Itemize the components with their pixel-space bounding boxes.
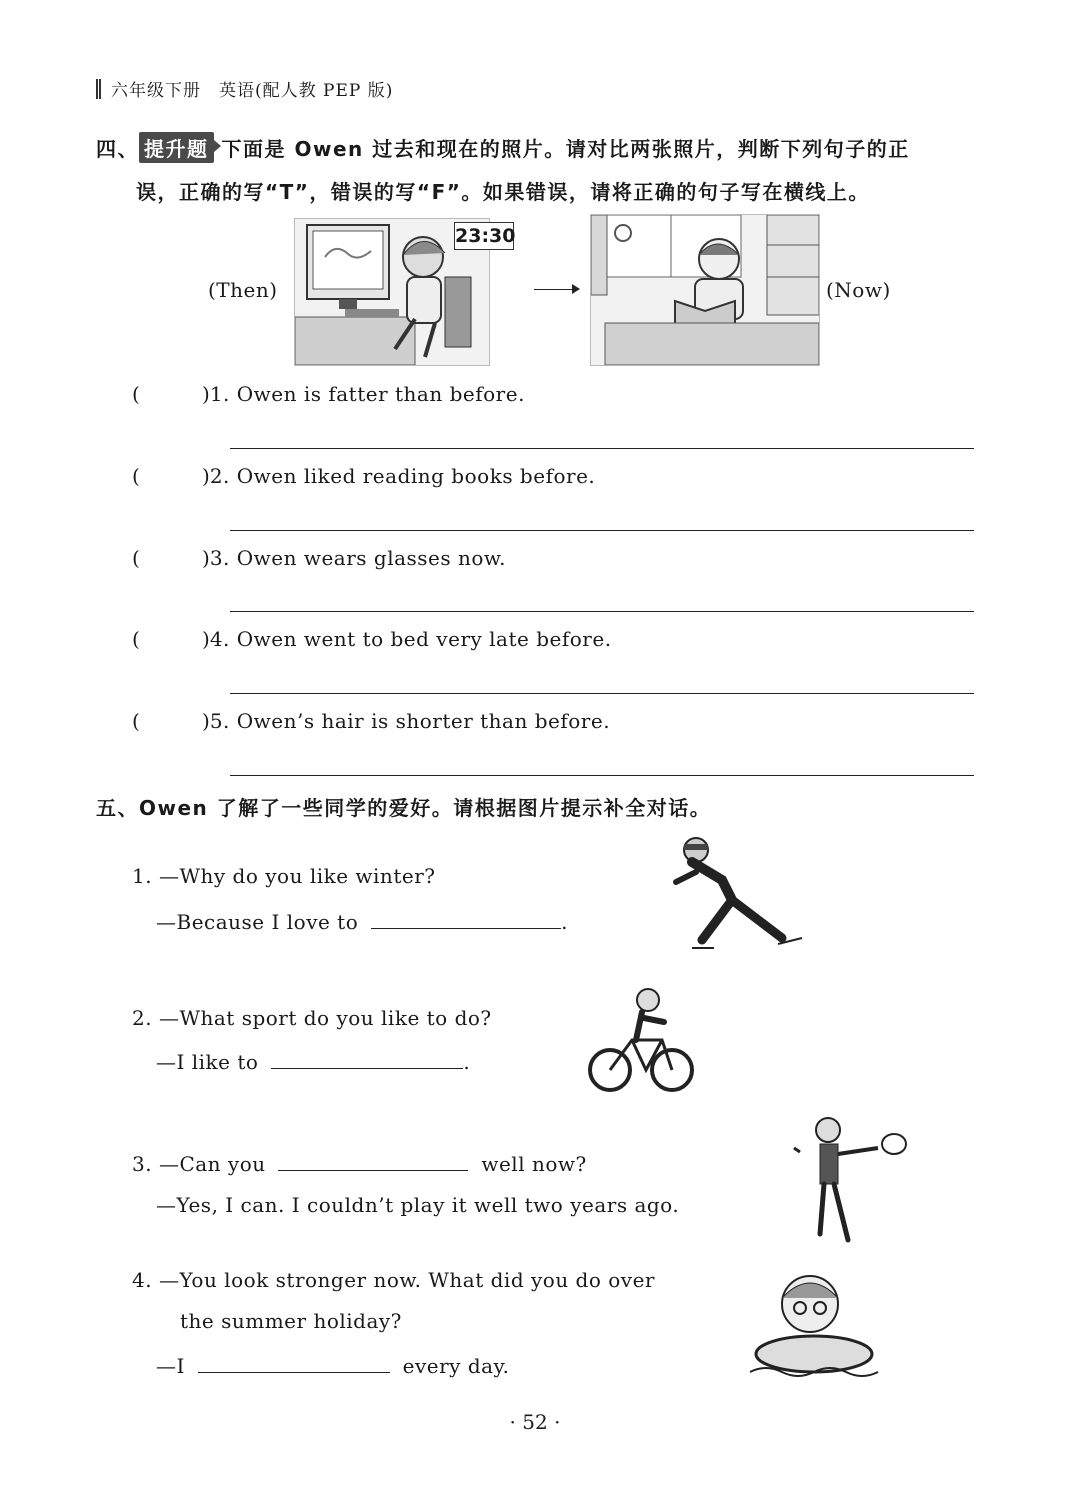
skater-icon bbox=[656, 832, 812, 962]
swimming-illustration bbox=[746, 1268, 884, 1380]
item-text: 3. Owen wears glasses now. bbox=[209, 546, 507, 570]
q2-answer bbox=[156, 1048, 470, 1074]
q1-answer-pre: —Because I love to bbox=[156, 910, 359, 934]
item-text: 5. Owen’s hair is shorter than before. bbox=[209, 709, 611, 733]
badminton-player-icon bbox=[788, 1114, 914, 1250]
section4-badge: 提升题 bbox=[139, 132, 214, 163]
paren-open: ( bbox=[132, 546, 140, 570]
q3-answer: —Yes, I can. I couldn’t play it well two years ago. bbox=[156, 1193, 680, 1217]
now-label: (Now) bbox=[826, 278, 891, 302]
answer-line-1[interactable] bbox=[230, 448, 974, 449]
paren-close: ) bbox=[202, 382, 210, 406]
paren-open: ( bbox=[132, 464, 140, 488]
swimmer-icon bbox=[746, 1268, 884, 1380]
tf-item-5 bbox=[132, 709, 974, 733]
section4-line1: 下面是 Owen 过去和现在的照片。请对比两张照片，判断下列句子的正 bbox=[221, 137, 910, 161]
q3-question-pre: 3. —Can you bbox=[132, 1152, 266, 1176]
paren-close: ) bbox=[202, 709, 210, 733]
q4-question-line2: the summer holiday? bbox=[180, 1309, 402, 1333]
q1-answer-post: . bbox=[561, 910, 568, 934]
q1-answer bbox=[156, 908, 568, 934]
q1-blank[interactable] bbox=[371, 908, 561, 929]
section5-title: 五、Owen 了解了一些同学的爱好。请根据图片提示补全对话。 bbox=[96, 796, 712, 820]
q3-blank[interactable] bbox=[278, 1150, 468, 1171]
paren-open: ( bbox=[132, 627, 140, 651]
badminton-illustration bbox=[788, 1114, 914, 1250]
arrow-line bbox=[534, 289, 574, 290]
answer-line-5[interactable] bbox=[230, 775, 974, 776]
q4-answer-post: every day. bbox=[402, 1354, 510, 1378]
q3-question-post: well now? bbox=[481, 1152, 587, 1176]
q2-blank[interactable] bbox=[271, 1048, 463, 1069]
page-header bbox=[96, 76, 393, 101]
skating-illustration bbox=[656, 832, 812, 962]
paren-open: ( bbox=[132, 382, 140, 406]
reading-boy-illustration bbox=[591, 215, 819, 365]
q4-answer bbox=[156, 1352, 510, 1378]
answer-line-4[interactable] bbox=[230, 693, 974, 694]
item-text: 4. Owen went to bed very late before. bbox=[209, 627, 612, 651]
tf-item-2 bbox=[132, 464, 974, 488]
clock-time: 23:30 bbox=[454, 222, 514, 250]
q4-blank[interactable] bbox=[198, 1352, 390, 1373]
item-text: 2. Owen liked reading books before. bbox=[209, 464, 596, 488]
now-picture bbox=[590, 214, 820, 366]
paren-close: ) bbox=[202, 627, 210, 651]
q3-question bbox=[132, 1150, 587, 1176]
q1-question: 1. —Why do you like winter? bbox=[132, 864, 436, 888]
q2-answer-post: . bbox=[463, 1050, 471, 1074]
section4-title bbox=[96, 132, 910, 163]
answer-line-3[interactable] bbox=[230, 611, 974, 612]
page-number: · 52 · bbox=[509, 1410, 561, 1434]
bicycle-icon bbox=[586, 986, 698, 1098]
item-text: 1. Owen is fatter than before. bbox=[209, 382, 525, 406]
cycling-illustration bbox=[586, 986, 698, 1098]
paren-close: ) bbox=[202, 546, 210, 570]
q2-answer-pre: —I like to bbox=[156, 1050, 259, 1074]
q2-question: 2. —What sport do you like to do? bbox=[132, 1006, 492, 1030]
answer-line-2[interactable] bbox=[230, 530, 974, 531]
section4-number: 四、 bbox=[96, 137, 139, 161]
paren-open: ( bbox=[132, 709, 140, 733]
then-label: (Then) bbox=[208, 278, 278, 302]
tf-item-1 bbox=[132, 382, 974, 406]
paren-close: ) bbox=[202, 464, 210, 488]
header-bar bbox=[96, 79, 101, 99]
q4-answer-pre: —I bbox=[156, 1354, 185, 1378]
section4-line2: 误，正确的写“T”，错误的写“F”。如果错误，请将正确的句子写在横线上。 bbox=[136, 180, 870, 204]
header-text: 六年级下册 英语(配人教 PEP 版) bbox=[111, 81, 394, 101]
q4-question-line1: 4. —You look stronger now. What did you do over bbox=[132, 1268, 655, 1292]
arrow-right-icon bbox=[572, 284, 580, 294]
tf-item-3 bbox=[132, 546, 974, 570]
tf-item-4 bbox=[132, 627, 974, 651]
